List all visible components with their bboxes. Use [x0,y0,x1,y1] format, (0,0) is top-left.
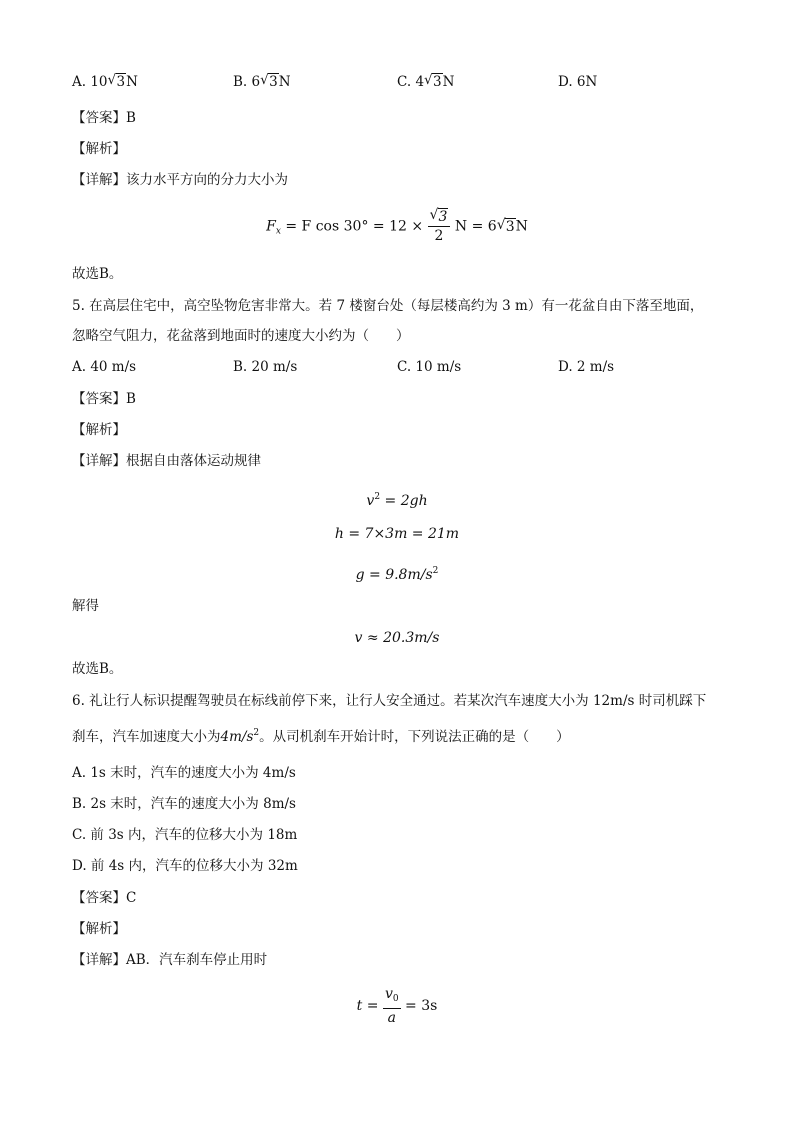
q5-analysis: 【解析】 [72,422,126,438]
q5-equation-3: $g = 9.8m/s^2$ [355,566,439,583]
q5-answer: 【答案】B [72,391,136,407]
q4-answer: 【答案】B [72,110,136,126]
q4-option-a: A. 10 √ 3N [72,72,138,90]
q5-option-b: B. 20 m/s [233,359,298,375]
q6-analysis: 【解析】 [72,921,126,937]
q6-stem-line1: 6. 礼让行人标识提醒驾驶员在标线前停下来，让行人安全通过。若某次汽车速度大小为 12m/s 时司机踩下 [72,693,707,709]
q5-equation-2: h = 7×3m = 21m [334,526,460,542]
q5-option-c: C. 10 m/s [397,359,462,375]
q6-answer: 【答案】C [72,890,137,906]
q4-option-c: C. 4 √ 3N [397,72,455,90]
q6-stem-line2: 刹车，汽车加速度大小为$4m/s^2$。从司机刹车开始计时，下列说法正确的是（ ） [72,728,570,745]
q4-option-d: D. 6N [558,74,598,90]
q6-option-d: D. 前 4s 内，汽车的位移大小为 32m [72,858,298,874]
q5-option-d: D. 2 m/s [558,359,615,375]
q6-option-c: C. 前 3s 内，汽车的位移大小为 18m [72,827,298,843]
q6-option-b: B. 2s 末时，汽车的速度大小为 8m/s [72,796,296,812]
q5-detail: 【详解】根据自由落体运动规律 [72,453,261,469]
q6-equation: t = $\frac{v_0}{a}$ = 3s [356,986,438,1026]
q5-equation-1: $v^2 = 2gh$ [366,492,428,509]
q5-equation-4: v ≈ 20.3m/s [354,630,440,646]
q5-conclusion: 故选B。 [72,661,123,677]
q5-stem-line2: 忽略空气阻力，花盆落到地面时的速度大小约为（ ） [72,328,410,344]
q5-solve-label: 解得 [72,598,99,614]
q5-option-a: A. 40 m/s [72,359,137,375]
q5-stem-line1: 5. 在高层住宅中，高空坠物危害非常大。若 7 楼窗台处（每层楼高约为 3 m）有一花盆自由下落至地面， [72,298,704,314]
q4-analysis: 【解析】 [72,141,126,157]
q4-option-b: B. 6 √ 3N [233,72,291,90]
q4-detail: 【详解】该力水平方向的分力大小为 [72,172,288,188]
q6-option-a: A. 1s 末时，汽车的速度大小为 4m/s [72,765,296,781]
q4-conclusion: 故选B。 [72,266,123,282]
q4-equation: $F_x = F$ cos 30° = 12 × √ 3 2 N = 6 √ 3N [266,207,528,244]
q6-detail: 【详解】AB．汽车刹车停止用时 [72,952,268,968]
